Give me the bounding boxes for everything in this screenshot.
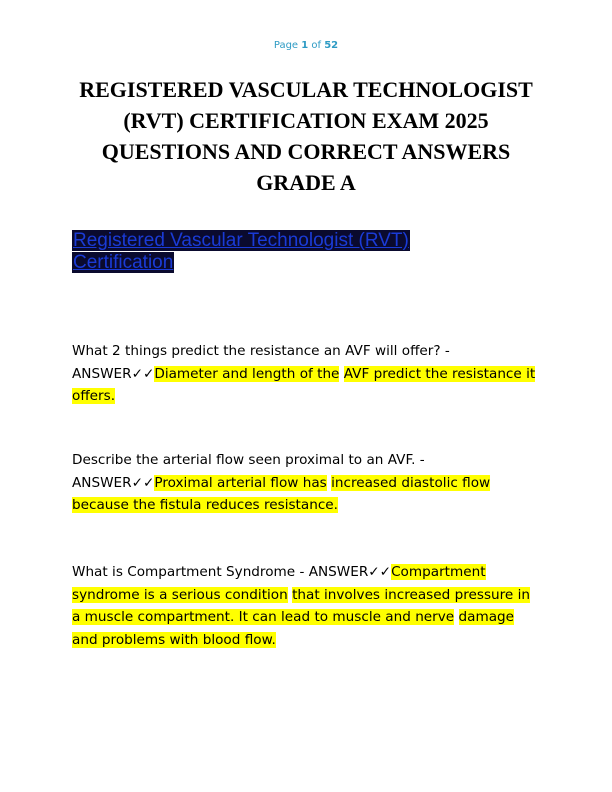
- answer-highlight: damage and problems with blood flow.: [72, 609, 515, 648]
- double-check-icon: ✓✓: [131, 474, 155, 491]
- answer-marker: ANSWER: [72, 365, 132, 382]
- qa-item-3: [72, 561, 542, 651]
- answer-highlight: Diameter and length of the: [154, 365, 340, 382]
- title-line-3: QUESTIONS AND CORRECT ANSWERS: [101, 139, 511, 164]
- question-text: What 2 things predict the resistance an AVF will offer? -: [72, 343, 450, 359]
- double-check-icon: ✓✓: [368, 564, 392, 580]
- answer-marker: ANSWER: [72, 474, 132, 491]
- question-text: Describe the arterial flow seen proximal to an AVF. -: [72, 452, 425, 468]
- page-total: 52: [324, 40, 339, 51]
- page-label: Page: [273, 40, 302, 51]
- qa-item-2: [72, 449, 542, 517]
- subject-link[interactable]: Registered Vascular Technologist (RVT) Certification: [73, 230, 409, 273]
- page-current: 1: [301, 40, 309, 51]
- question-text: What is Compartment Syndrome -: [72, 564, 309, 580]
- document-title: [60, 74, 552, 198]
- answer-marker: ANSWER: [308, 564, 369, 580]
- answer-highlight: that involves increased pressure in a muscle compartment. It can lead to muscle and nerve: [72, 586, 531, 625]
- answer-highlight: increased diastolic flow because the fistula reduces resistance.: [72, 474, 491, 513]
- title-line-2: (RVT) CERTIFICATION EXAM 2025: [123, 108, 489, 133]
- title-line-4: GRADE A: [256, 170, 356, 195]
- page-of-label: of: [308, 40, 325, 51]
- page-number-header: [0, 40, 612, 51]
- qa-item-1: [72, 340, 542, 408]
- subject-banner: [72, 230, 492, 274]
- double-check-icon: ✓✓: [131, 365, 155, 382]
- answer-highlight: Compartment syndrome is a serious condition: [72, 564, 486, 603]
- title-line-1: REGISTERED VASCULAR TECHNOLOGIST: [79, 77, 533, 102]
- answer-highlight: Proximal arterial flow has: [154, 474, 327, 491]
- answer-highlight: AVF predict the resistance it offers.: [72, 365, 536, 404]
